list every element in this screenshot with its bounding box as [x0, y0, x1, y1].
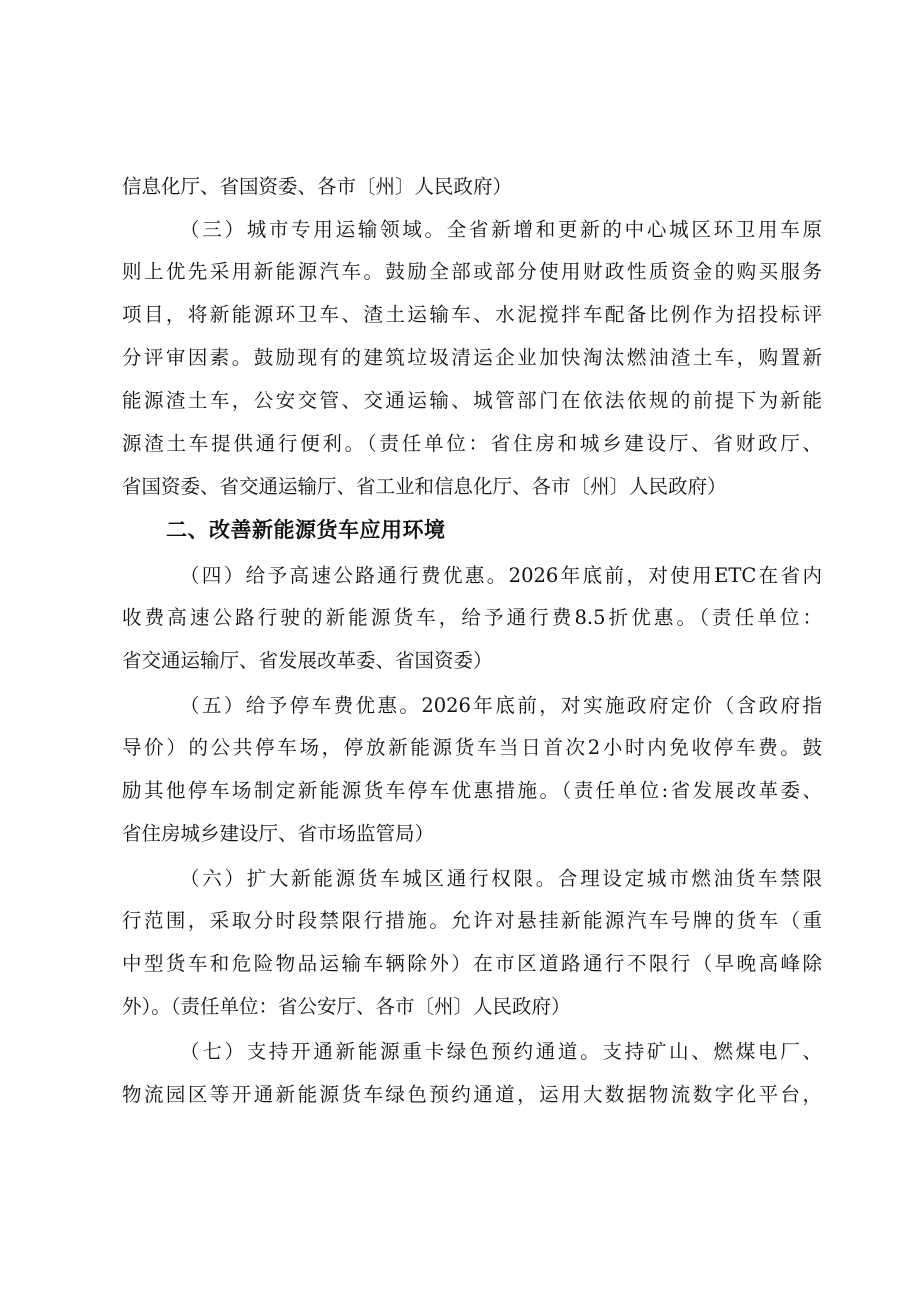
text-line: 分评审因素。鼓励现有的建筑垃圾清运企业加快淘汰燃油渣土车，购置新: [122, 346, 822, 369]
text-line: 省国资委、省交通运输厅、省工业和信息化厅、各市〔州〕人民政府）: [122, 475, 727, 498]
text-line: （三）城市专用运输领域。全省新增和更新的中心城区环卫用车原: [180, 218, 822, 241]
text-line: 物流园区等开通新能源货车绿色预约通道，运用大数据物流数字化平台，: [122, 1083, 822, 1106]
text-line: 行范围，采取分时段禁限行措施。允许对悬挂新能源汽车号牌的货车（重: [122, 909, 822, 932]
text-line: 则上优先采用新能源汽车。鼓励全部或部分使用财政性质资金的购买服务: [122, 260, 822, 283]
text-line: 源渣土车提供通行便利。（责任单位：省住房和城乡建设厅、省财政厅、: [122, 432, 822, 455]
text-line: （七）支持开通新能源重卡绿色预约通道。支持矿山、燃煤电厂、: [180, 1040, 822, 1063]
text-line: （四）给予高速公路通行费优惠。2026年底前，对使用ETC在省内: [180, 564, 822, 587]
text-line: 信息化厅、省国资委、各市〔州〕人民政府）: [122, 175, 513, 198]
text-line: 能源渣土车，公安交管、交通运输、城管部门在依法依规的前提下为新能: [122, 389, 822, 412]
text-line: 省住房城乡建设厅、省市场监管局）: [122, 822, 435, 845]
section-heading: 二、改善新能源货车应用环境: [166, 518, 446, 542]
text-line: 项目，将新能源环卫车、渣土运输车、水泥搅拌车配备比例作为招投标评: [122, 303, 822, 326]
text-line: 导价）的公共停车场，停放新能源货车当日首次2小时内免收停车费。鼓: [122, 736, 822, 759]
text-line: 励其他停车场制定新能源货车停车优惠措施。（责任单位:省发展改革委、: [122, 779, 822, 802]
text-line: （五）给予停车费优惠。2026年底前，对实施政府定价（含政府指: [180, 694, 822, 717]
text-line: （六）扩大新能源货车城区通行权限。合理设定城市燃油货车禁限: [180, 867, 822, 890]
text-line: 外）。（责任单位：省公安厅、各市〔州〕人民政府）: [122, 995, 571, 1018]
text-line: 收费高速公路行驶的新能源货车，给予通行费8.5折优惠。（责任单位：: [122, 606, 822, 629]
text-line: 省交通运输厅、省发展改革委、省国资委）: [122, 649, 493, 672]
text-line: 中型货车和危险物品运输车辆除外）在市区道路通行不限行（早晚高峰除: [122, 952, 822, 975]
